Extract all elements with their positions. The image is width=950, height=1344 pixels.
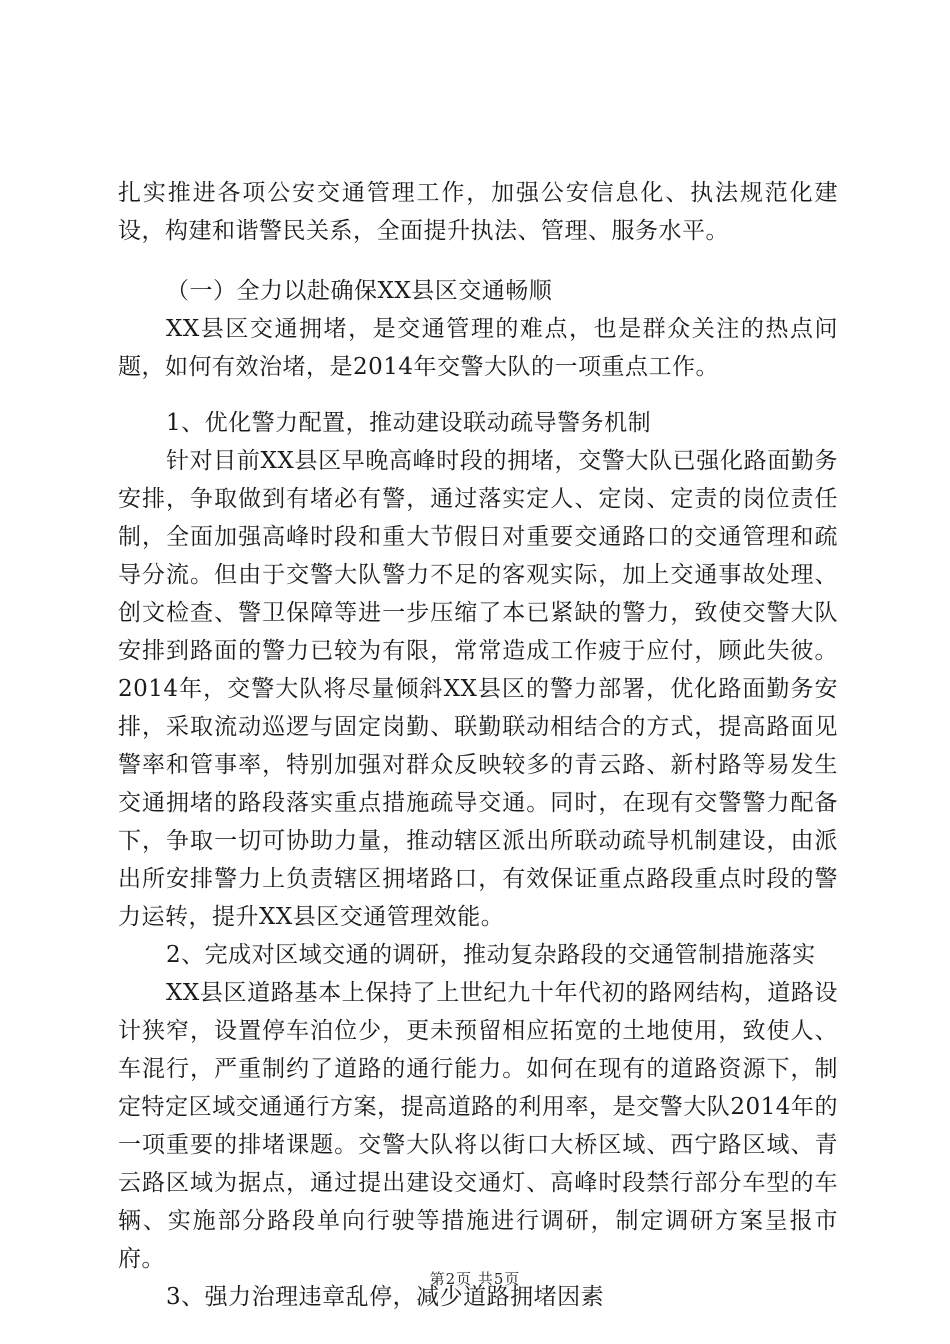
paragraph-intro: XX县区交通拥堵，是交通管理的难点，也是群众关注的热点问题，如何有效治堵，是2014年交警大队的一项重点工作。 [118,316,838,380]
document-body [118,174,838,1316]
section-heading-1: （一）全力以赴确保XX县区交通畅顺 [166,278,553,304]
subheading-3: 3、强力治理违章乱停，减少道路拥堵因素 [166,1284,605,1310]
page-number-footer: 第2页 共5页 [429,1270,521,1288]
paragraph-police-allocation: 针对目前XX县区早晚高峰时段的拥堵，交警大队已强化路面勤务安排，争取做到有堵必有警，通过落实定人、定岗、定责的岗位责任制，全面加强高峰时段和重大节假日对重要交通路口的交通管理和疏导分流。但由于交警大队警力不足的客观实际，加上交通事故处理、创文检查、警卫保障等进一步压缩了本已紧缺的警力，致使交警大队安排到路面的警力已较为有限，常常造成工作疲于应付，顾此失彼。2014年，交警大队将尽量倾斜XX县区的警力部署，优化路面勤务安排，采取流动巡逻与固定岗勤、联勤联动相结合的方式，提高路面见警率和管事率，特别加强对群众反映较多的青云路、新村路等易发生交通拥堵的路段落实重点措施疏导交通。同时，在现有交警警力配备下，争取一切可协助力量，推动辖区派出所联动疏导机制建设，由派出所安排警力上负责辖区拥堵路口，有效保证重点路段重点时段的警力运转，提升XX县区交通管理效能。 [118,448,838,930]
subheading-2: 2、完成对区域交通的调研，推动复杂路段的交通管制措施落实 [166,942,816,968]
subheading-1: 1、优化警力配置，推动建设联动疏导警务机制 [166,410,652,436]
paragraph-traffic-research: XX县区道路基本上保持了上世纪九十年代初的路网结构，道路设计狭窄，设置停车泊位少，更未预留相应拓宽的土地使用，致使人、车混行，严重制约了道路的通行能力。如何在现有的道路资源下，制定特定区域交通通行方案，提高道路的利用率，是交警大队2014年的一项重要的排堵课题。交警大队将以街口大桥区域、西宁路区域、青云路区域为据点，通过提出建设交通灯、高峰时段禁行部分车型的车辆、实施部分路段单向行驶等措施进行调研，制定调研方案呈报市府。 [118,980,838,1272]
paragraph-continuation: 扎实推进各项公安交通管理工作，加强公安信息化、执法规范化建设，构建和谐警民关系，全面提升执法、管理、服务水平。 [118,180,838,244]
